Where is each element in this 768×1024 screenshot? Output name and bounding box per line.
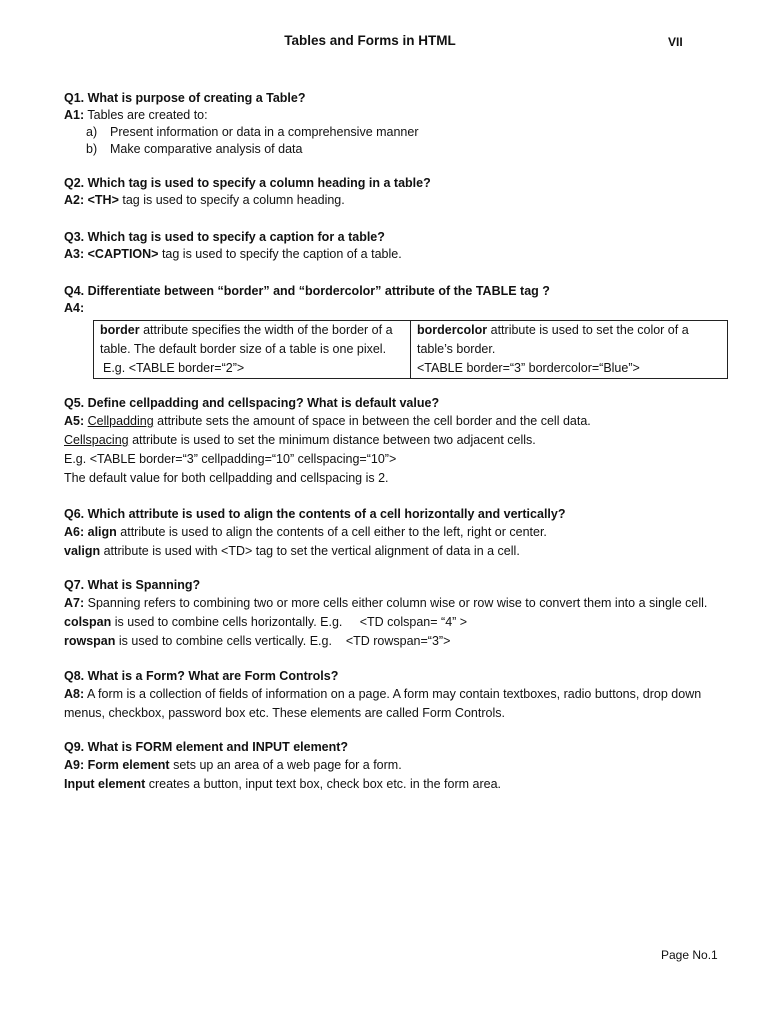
grade-label: VII	[668, 35, 683, 49]
table-cell-bordercolor	[411, 321, 728, 379]
q8-answer-text: A form is a collection of fields of information on a page. A form may contain textboxes, radio buttons, drop down menus, checkbox, password box etc. These elements are called Form Controls.	[64, 687, 702, 720]
q2-answer	[64, 192, 728, 209]
term-input-element: Input element	[64, 777, 146, 791]
q1-answer	[64, 107, 728, 124]
q6-valign	[64, 542, 728, 561]
q5-answer	[64, 412, 728, 431]
q5-cellspacing	[64, 431, 728, 450]
border-example: E.g. <TABLE border=“2”>	[103, 361, 245, 375]
q7-answer	[64, 594, 728, 613]
q2-answer-label: A2: <TH>	[64, 193, 119, 207]
q9-answer	[64, 756, 728, 775]
bordercolor-description: attribute is used to set the color of a table’s border.	[417, 323, 689, 356]
cellpadding-text: attribute sets the amount of space in between the cell border and the cell data.	[153, 414, 591, 428]
q4-question: Q4. Differentiate between “border” and “bordercolor” attribute of the TABLE tag ?	[64, 284, 550, 298]
input-element-text: creates a button, input text box, check box etc. in the form area.	[145, 777, 502, 791]
page-number: Page No.1	[661, 948, 718, 962]
q7-question: Q7. What is Spanning?	[64, 578, 201, 592]
term-cellspacing: Cellspacing	[64, 433, 129, 447]
q9-question: Q9. What is FORM element and INPUT element?	[64, 740, 349, 754]
q3-answer-text: tag is used to specify the caption of a table.	[158, 247, 402, 261]
list-item	[64, 124, 728, 141]
q6-question: Q6. Which attribute is used to align the contents of a cell horizontally and vertically?	[64, 507, 566, 521]
q5-default: The default value for both cellpadding and cellspacing is 2.	[64, 471, 389, 485]
q5-question: Q5. Define cellpadding and cellspacing? What is default value?	[64, 396, 440, 410]
colspan-text: is used to combine cells horizontally. E.g. <TD colspan= “4” >	[111, 615, 468, 629]
term-border: border	[100, 323, 140, 337]
term-rowspan: rowspan	[64, 634, 116, 648]
term-cellpadding: Cellpadding	[87, 414, 154, 428]
q9-answer-text: sets up an area of a web page for a form.	[169, 758, 402, 772]
content	[64, 90, 728, 794]
term-colspan: colspan	[64, 615, 112, 629]
q7-answer-label: A7:	[64, 596, 85, 610]
q1-list	[64, 124, 728, 158]
q6-answer	[64, 523, 728, 542]
page-title: Tables and Forms in HTML	[284, 33, 456, 48]
q9-input	[64, 775, 728, 794]
q2-question: Q2. Which tag is used to specify a column heading in a table?	[64, 176, 431, 190]
q8-question: Q8. What is a Form? What are Form Controls?	[64, 669, 339, 683]
list-item-text: Make comparative analysis of data	[110, 142, 303, 156]
list-marker: a)	[86, 125, 98, 139]
q7-rowspan	[64, 632, 728, 651]
list-marker: b)	[86, 142, 98, 156]
q5-example: E.g. <TABLE border=“3” cellpadding=“10” cellspacing=“10”>	[64, 452, 397, 466]
q7-answer-text: Spanning refers to combining two or more cells either column wise or row wise to convert them into a single cell.	[84, 596, 708, 610]
valign-text: attribute is used with <TD> tag to set the vertical alignment of data in a cell.	[100, 544, 520, 558]
q8-answer	[64, 685, 728, 723]
q1-question: Q1. What is purpose of creating a Table?	[64, 91, 306, 105]
list-item-text: Present information or data in a comprehensive manner	[110, 125, 419, 139]
term-valign: valign	[64, 544, 101, 558]
cellspacing-text: attribute is used to set the minimum distance between two adjacent cells.	[128, 433, 536, 447]
table-row	[94, 321, 728, 379]
rowspan-text: is used to combine cells vertically. E.g. <TD rowspan=“3”>	[115, 634, 451, 648]
q3-answer-label: A3: <CAPTION>	[64, 247, 159, 261]
q2-answer-text: tag is used to specify a column heading.	[118, 193, 345, 207]
q3-answer	[64, 246, 728, 263]
q7-colspan	[64, 613, 728, 632]
comparison-table	[93, 320, 728, 379]
term-bordercolor: bordercolor	[417, 323, 488, 337]
list-item	[64, 141, 728, 158]
border-description: attribute specifies the width of the border of a table. The default border size of a table is one pixel.	[100, 323, 393, 356]
q8-answer-label: A8:	[64, 687, 85, 701]
q6-answer-label: A6: align	[64, 525, 117, 539]
q6-answer-text: attribute is used to align the contents of a cell either to the left, right or center.	[116, 525, 547, 539]
q3-question: Q3. Which tag is used to specify a caption for a table?	[64, 230, 385, 244]
q4-answer-label: A4:	[64, 301, 85, 315]
bordercolor-example: <TABLE border=“3” bordercolor=“Blue”>	[417, 361, 640, 375]
q1-answer-label: A1:	[64, 108, 85, 122]
q1-answer-text: Tables are created to:	[84, 108, 208, 122]
table-cell-border	[94, 321, 411, 379]
q5-answer-label: A5:	[64, 414, 85, 428]
q9-answer-label: A9: Form element	[64, 758, 170, 772]
